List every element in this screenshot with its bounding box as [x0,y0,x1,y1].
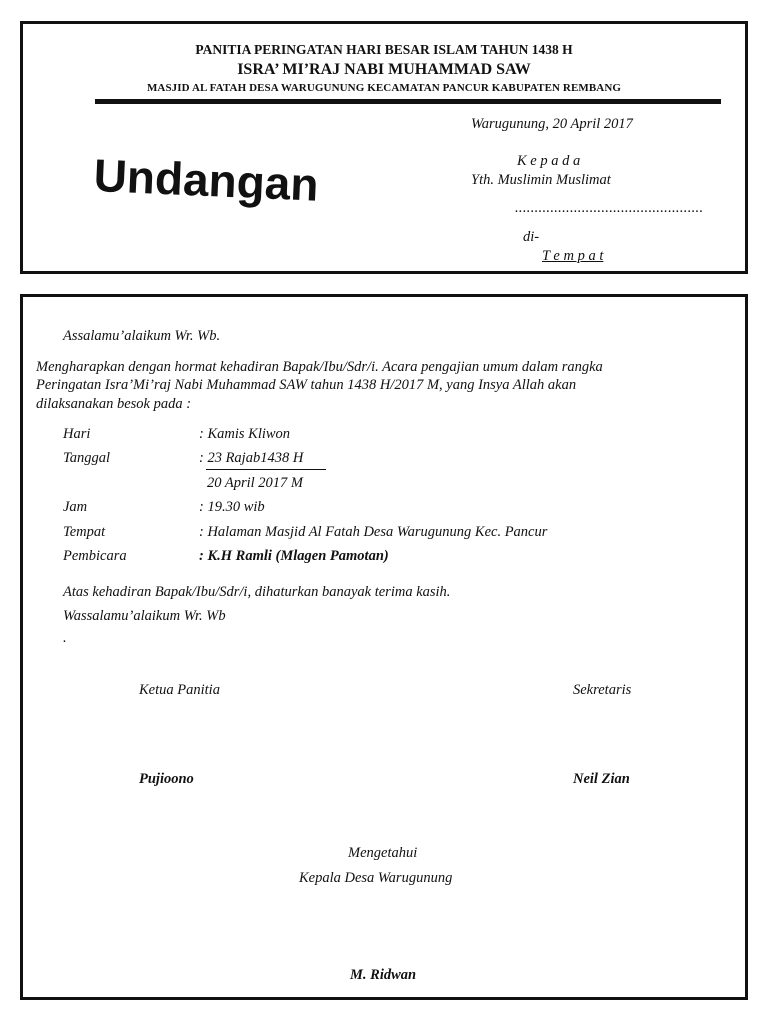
greeting: Assalamu’alaikum Wr. Wb. [63,328,221,344]
recipient-tempat: T e m p a t [542,248,604,264]
thanks-text: Atas kehadiran Bapak/Ibu/Sdr/i, dihaturkan banayak terima kasih. [63,584,451,600]
document-title: Undangan [92,148,320,211]
tanggal-label: Tanggal [63,450,111,466]
hari-value: : Kamis Kliwon [199,426,291,442]
pembicara-value: : K.H Ramli (Mlagen Pamotan) [199,548,389,564]
recipient-yth: Yth. Muslimin Muslimat [471,172,611,188]
recipient-di: di- [523,229,540,245]
jam-value: : 19.30 wib [199,499,265,515]
committee-heading: PANITIA PERINGATAN HARI BESAR ISLAM TAHUN 1438 H [195,42,573,57]
tanggal-value-hijri: : 23 Rajab1438 H [199,450,304,466]
secretary-name: Neil Zian [573,771,630,787]
recipient-dotted-line: ................................................ [515,200,704,216]
chairman-name: Pujioono [139,771,194,787]
intro-line-2: Peringatan Isra’Mi’raj Nabi Muhammad SAW tahun 1438 H/2017 M, yang Insya Allah akan [36,377,577,393]
closing-salam: Wassalamu’alaikum Wr. Wb [63,608,226,624]
stray-dot: . [63,630,67,646]
hari-label: Hari [63,426,91,442]
invitation-header-box [20,21,748,274]
jam-label: Jam [63,499,88,515]
letter-date: Warugunung, 20 April 2017 [471,116,633,132]
event-heading: ISRA’ MI’RAJ NABI MUHAMMAD SAW [237,61,531,78]
tanggal-divider [206,469,326,470]
header-divider [95,99,721,104]
venue-heading: MASJID AL FATAH DESA WARUGUNUNG KECAMATAN PANCUR KABUPATEN REMBANG [146,82,622,94]
tanggal-value-masehi: 20 April 2017 M [207,475,303,491]
pembicara-label: Pembicara [63,548,127,564]
chairman-title: Ketua Panitia [139,682,220,698]
tempat-label: Tempat [63,524,106,540]
village-head-title: Kepala Desa Warugunung [299,870,453,886]
secretary-title: Sekretaris [573,682,632,698]
intro-line-1: Mengharapkan dengan hormat kehadiran Bapak/Ibu/Sdr/i. Acara pengajian umum dalam rangka [36,359,603,375]
village-head-name: M. Ridwan [350,967,417,983]
tempat-value: : Halaman Masjid Al Fatah Desa Warugunung Kec. Pancur [199,524,548,540]
acknowledgement-line: Mengetahui [348,845,418,861]
intro-line-3: dilaksanakan besok pada : [36,396,192,412]
recipient-kepada: K e p a d a [517,153,581,169]
invitation-body-box [20,294,748,1000]
